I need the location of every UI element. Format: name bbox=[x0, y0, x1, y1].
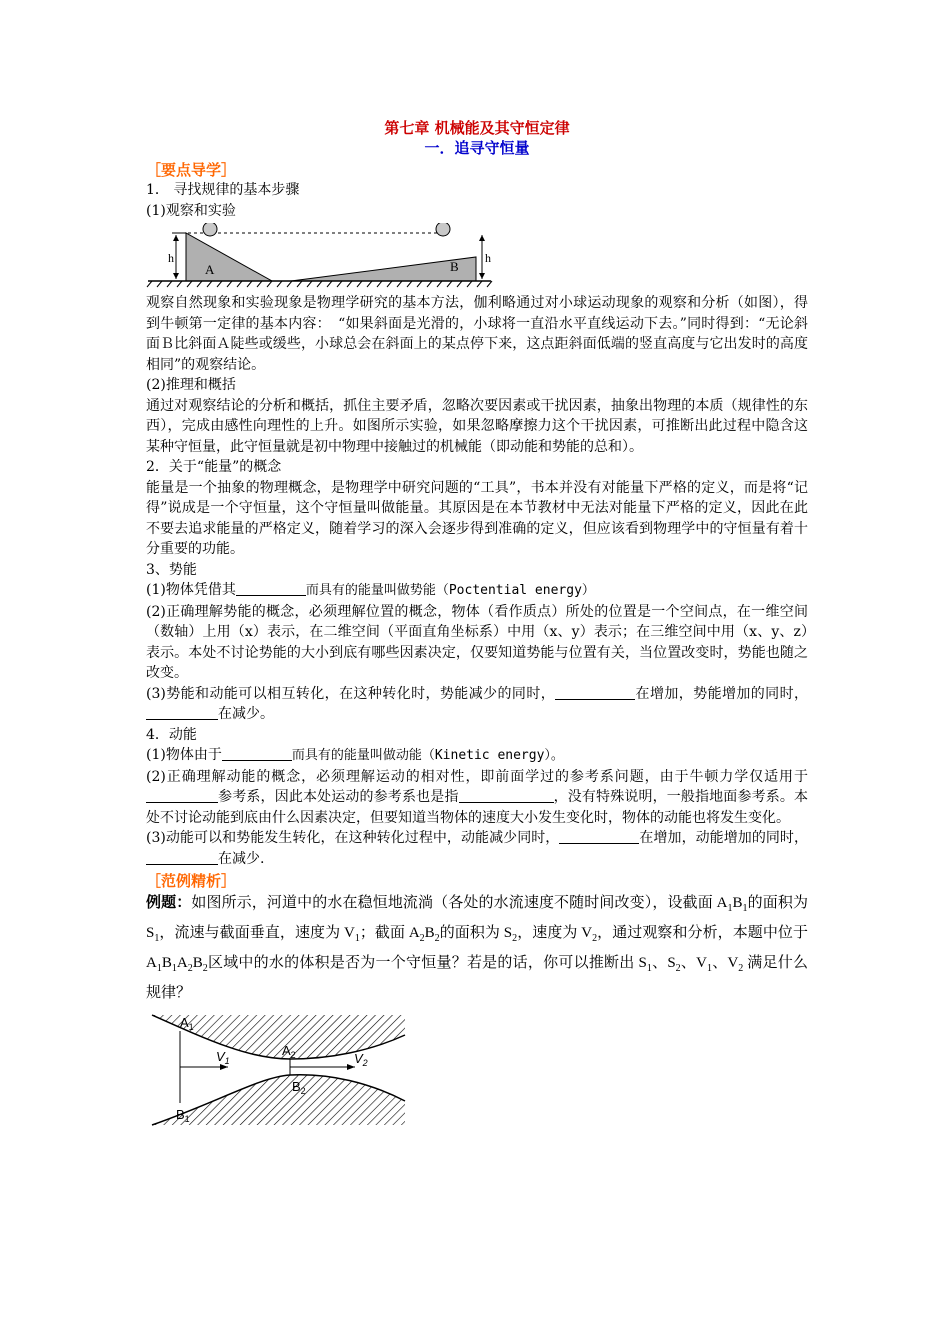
fig2-label-v2: V bbox=[354, 1051, 363, 1066]
fill-blank[interactable] bbox=[559, 829, 639, 844]
fill-blank[interactable] bbox=[146, 788, 218, 803]
item4-p3: (3)动能可以和势能发生转化，在这种转化过程中，动能减少同时， 在增加，动能增加的同时，在减少. bbox=[146, 830, 808, 867]
fig1-label-b: B bbox=[450, 259, 459, 274]
svg-text:A1: $A_1$ bbox=[180, 1015, 194, 1032]
fill-blank[interactable] bbox=[236, 581, 306, 596]
item1-para2: 通过对观察结论的分析和概括，抓住主要矛盾，忽略次要因素或干扰因素，抽象出物理的本质（规律性的东西），完成由感性向理性的上升。如图所示实验，如果忽略摩擦力这个干扰因素，可推断出此过程中隐含这某种守恒量，此守恒量就是初中物理中接触过的机械能（即动能和势能的总和）。 bbox=[146, 397, 808, 455]
item3-p3: (3)势能和动能可以相互转化，在这种转化时，势能减少的同时， 在增加，势能增加的同时，在减少。 bbox=[146, 685, 808, 722]
river-channel-figure bbox=[150, 1011, 410, 1129]
fill-blank[interactable] bbox=[459, 788, 554, 803]
item4-title: 4．动能 bbox=[146, 726, 197, 743]
item1-title: 1． 寻找规律的基本步骤 bbox=[146, 182, 300, 198]
item3-title: 3、势能 bbox=[146, 561, 197, 578]
item4-p2: (2)正确理解动能的概念，必须理解运动的相对性，即前面学过的参考系问题，由于牛顿力学仅适用于参考系，因此本处运动的参考系也是指 ，没有特殊说明，一般指地面参考系。本处不讨论动能到底由什么因素决定，但要知道当物体的速度大小发生变化时，物体的动能也将发生变化。 bbox=[146, 768, 808, 826]
guide-heading: ［要点导学］ bbox=[146, 161, 237, 179]
fig1-label-h-right: h bbox=[485, 251, 491, 265]
example-question: 例题：如图所示，河道中的水在稳恒地流淌（各处的水流速度不随时间改变），设截面 $A_1B_1$的面积为 $S_1$，流速与截面垂直，速度为 $V_1$；截面 $A_2B_2$的面积为 $S_2$，速度为 $V_2$，通过观察和分析，本题中位于 $A_1B_1A_2B_2$区域中的水的体积是否为一个守恒量？若是的话，你可以推断出 $S_1$、$S_2$、$V_1$、$V_2$ 满足什么规律？ bbox=[146, 895, 808, 1001]
svg-text:B2: $B_2$ bbox=[292, 1079, 306, 1096]
svg-text:V1: $V_1$ bbox=[216, 1049, 230, 1066]
fill-blank[interactable] bbox=[146, 850, 218, 865]
item2-para: 能量是一个抽象的物理概念，是物理学中研究问题的“工具”，书本并没有对能量下严格的定义，而是将“记得”说成是一个守恒量，这个守恒量叫做能量。其原因是在本节教材中无法对能量下严格的定义，因此在此不要去追求能量的严格定义，随着学习的深入会逐步得到准确的定义，但应该看到物理学中的守恒量有着十分重要的功能。 bbox=[146, 479, 808, 557]
section-title: 一．追寻守恒量 bbox=[424, 139, 530, 157]
fig1-label-a: A bbox=[205, 262, 215, 277]
fig2-label-b1: B bbox=[176, 1107, 185, 1122]
fill-blank[interactable] bbox=[146, 705, 218, 720]
item1-sub1: (1)观察和实验 bbox=[146, 202, 236, 219]
fig2-label-b2: B bbox=[292, 1079, 301, 1094]
fig2-label-a2: A bbox=[282, 1043, 291, 1058]
svg-text:B1: $B_1$ bbox=[176, 1107, 190, 1124]
example-heading: ［范例精析］ bbox=[146, 872, 237, 890]
fill-blank[interactable] bbox=[222, 746, 292, 761]
fill-blank[interactable] bbox=[555, 685, 635, 700]
item4-p1: (1)物体由于 而具有的能量叫做动能（Kinetic energy）。 bbox=[146, 747, 564, 763]
svg-text:A2: $A_2$ bbox=[282, 1043, 296, 1060]
chapter-title: 第七章 机械能及其守恒定律 bbox=[384, 119, 570, 137]
item1-para1: 观察自然现象和实验现象是物理学研究的基本方法，伽利略通过对小球运动现象的观察和分析（如图），得到牛顿第一定律的基本内容： “如果斜面是光滑的，小球将一直沿水平直线运动下去。”同时得到：“无论斜面Ｂ比斜面Ａ陡些或缓些，小球总会在斜面上的某点停下来，这点距斜面低端的竖直高度与它出发时的高度相同”的观察结论。 bbox=[146, 295, 808, 373]
fig2-label-a1: A bbox=[180, 1015, 189, 1030]
fig1-label-h-left: h bbox=[168, 251, 174, 265]
item2-title: 2．关于“能量”的概念 bbox=[146, 459, 282, 475]
document-page bbox=[146, 118, 808, 1129]
item1-sub2: (2)推理和概括 bbox=[146, 377, 236, 393]
svg-text:V2: $V_2$ bbox=[354, 1051, 368, 1068]
item3-p1: (1)物体凭借其 而具有的能量叫做势能（Poctential energy） bbox=[146, 582, 595, 598]
incline-experiment-figure bbox=[146, 223, 496, 289]
fig2-label-v1: V bbox=[216, 1049, 225, 1064]
item3-p2: (2)正确理解势能的概念，必须理解位置的概念，物体（看作质点）所处的位置是一个空间点，在一维空间（数轴）上用（x）表示，在二维空间（平面直角坐标系）中用（x、y）表示；在三维空间中用（x、y、z）表示。本处不讨论势能的大小到底有哪些因素决定，仅要知道势能与位置有关，当位置改变时，势能也随之改变。 bbox=[146, 603, 808, 681]
